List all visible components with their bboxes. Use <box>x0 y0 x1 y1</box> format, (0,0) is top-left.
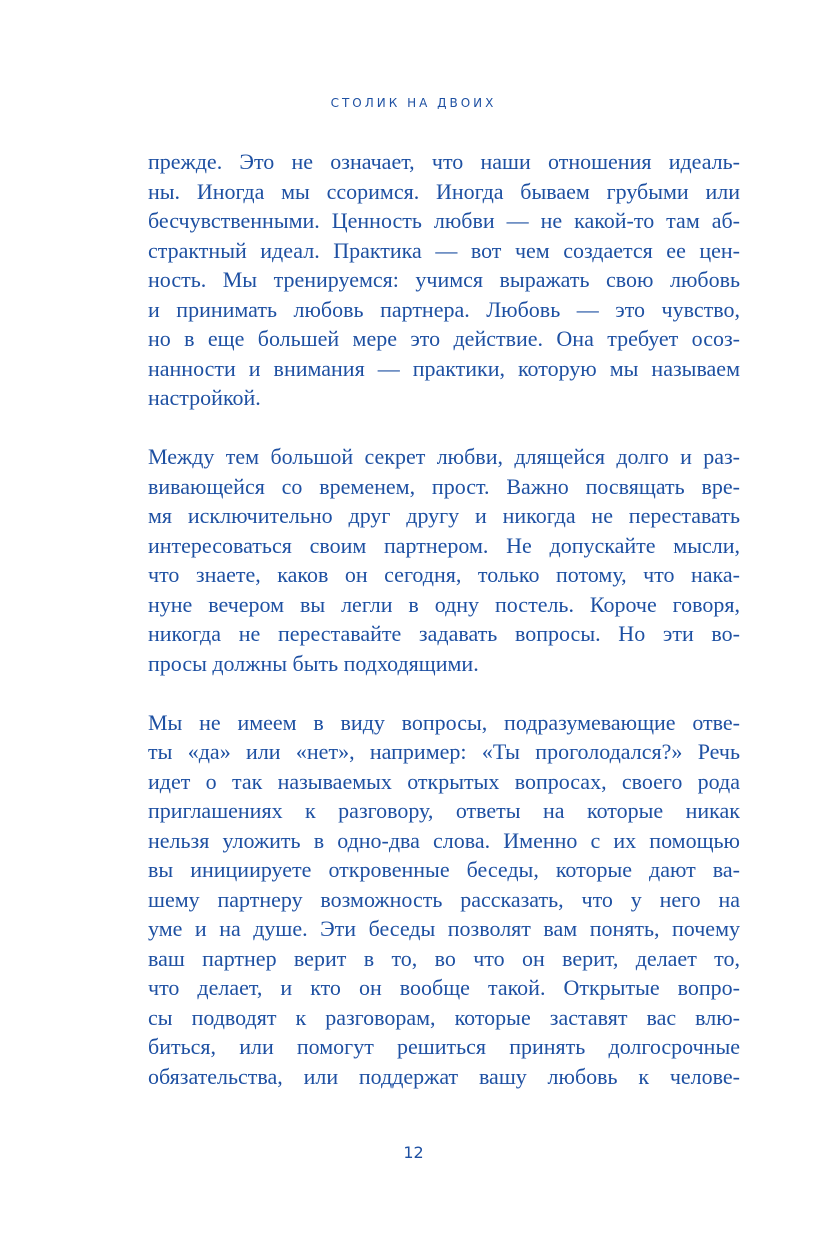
text-line: что делает, и кто он вообще такой. Открытые вопро- <box>148 975 740 1000</box>
text-line: страктный идеал. Практика — вот чем создается ее цен- <box>148 237 740 263</box>
text-line: Между тем большой секрет любви, длящейся долго и раз- <box>148 444 740 469</box>
text-line: но в еще большей мере это действие. Она требует осоз- <box>148 326 740 351</box>
paragraph-1 <box>148 147 740 413</box>
running-head: СТОЛИК НА ДВОИХ <box>330 96 497 110</box>
text-line: прежде. Это не означает, что наши отношения идеаль- <box>148 149 740 174</box>
text-line: Мы не имеем в виду вопросы, подразумевающие отве- <box>148 709 740 735</box>
text-line: настройкой. <box>148 385 261 410</box>
text-line: ность. Мы тренируемся: учимся выражать свою любовь <box>148 267 740 292</box>
text-line: шему партнеру возможность рассказать, что у него на <box>148 886 740 912</box>
text-line: мя исключительно друг другу и никогда не переставать <box>148 503 740 528</box>
text-line: приглашениях к разговору, ответы на которые никак <box>148 798 740 823</box>
text-line: никогда не переставайте задавать вопросы. Но эти во- <box>148 621 740 646</box>
text-line: что знаете, каков он сегодня, только потому, что нака- <box>148 562 740 587</box>
text-line: биться, или помогут решиться принять долгосрочные <box>148 1034 740 1059</box>
text-line: обязательства, или поддержат вашу любовь к челове- <box>148 1063 740 1089</box>
text-line: просы должны быть подходящими. <box>148 650 479 676</box>
text-line: ны. Иногда мы ссоримся. Иногда бываем грубыми или <box>148 178 740 204</box>
text-line: бесчувственными. Ценность любви — не какой-то там аб- <box>148 208 740 233</box>
text-line: нуне вечером вы легли в одну постель. Короче говоря, <box>148 591 740 617</box>
body-text <box>148 147 740 1121</box>
text-line: ваш партнер верит в то, во что он верит, делает то, <box>148 945 740 971</box>
page-number: 12 <box>403 1143 424 1162</box>
text-line: вы инициируете откровенные беседы, которые дают ва- <box>148 857 740 882</box>
text-line: нельзя уложить в одно-два слова. Именно с их помощью <box>148 827 740 853</box>
text-line: сы подводят к разговорам, которые заставят вас влю- <box>148 1004 740 1030</box>
text-line: ты «да» или «нет», например: «Ты проголодался?» Речь <box>148 739 740 764</box>
text-line: вивающейся со временем, прост. Важно посвящать вре- <box>148 473 740 499</box>
text-line: нанности и внимания — практики, которую мы называем <box>148 355 740 381</box>
text-line: идет о так называемых открытых вопросах, своего рода <box>148 768 740 794</box>
paragraph-2 <box>148 442 740 678</box>
text-line: интересоваться своим партнером. Не допускайте мысли, <box>148 532 740 558</box>
text-line: и принимать любовь партнера. Любовь — это чувство, <box>148 296 740 322</box>
paragraph-3 <box>148 708 740 1092</box>
text-line: уме и на душе. Эти беседы позволят вам понять, почему <box>148 916 740 941</box>
